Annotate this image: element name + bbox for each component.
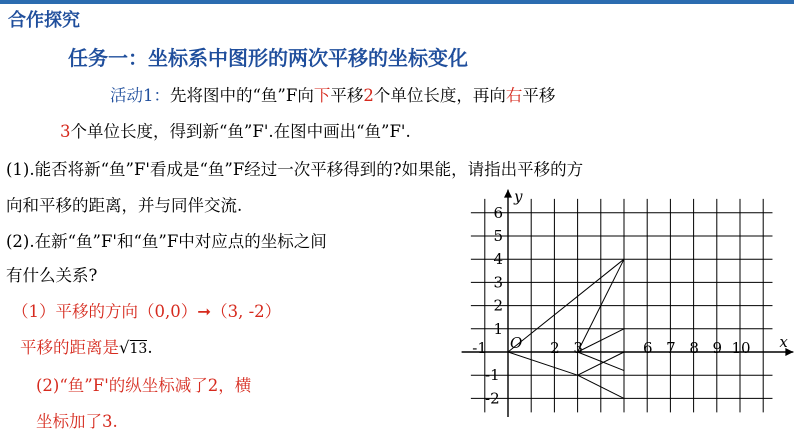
answer-3-line2: 坐标加了3. bbox=[36, 412, 118, 431]
x-tick-label: 7 bbox=[666, 339, 676, 357]
activity-down: 下 bbox=[313, 86, 331, 105]
y-tick-label: 2 bbox=[493, 296, 504, 315]
y-tick-label: 3 bbox=[493, 273, 504, 292]
x-tick-label: 6 bbox=[642, 339, 653, 357]
y-tick-label: 5 bbox=[493, 227, 504, 245]
activity-text-2: 平移 bbox=[330, 86, 364, 105]
x-tick-label: 10 bbox=[731, 339, 751, 357]
x-axis-label: x bbox=[779, 333, 788, 351]
activity-two: 2 bbox=[363, 86, 374, 105]
x-tick-label: 8 bbox=[689, 339, 699, 357]
answer-1-suffix: （3, -2） bbox=[211, 302, 282, 321]
question2-line1: (2).在新“鱼”F'和“鱼”F中对应点的坐标之间 bbox=[6, 232, 327, 251]
fish-segment bbox=[508, 352, 578, 375]
activity-line-2 bbox=[60, 118, 411, 142]
y-axis-label: y bbox=[514, 187, 523, 206]
answer-1-prefix: （1）平移的方向（0,0） bbox=[12, 302, 198, 321]
y-tick-label: -1 bbox=[485, 366, 500, 385]
tick-labels bbox=[472, 188, 788, 408]
top-accent-bar bbox=[0, 0, 794, 4]
question2-line2: 有什么关系? bbox=[6, 266, 98, 285]
activity-text-4: 平移 bbox=[522, 86, 556, 105]
answer-1 bbox=[12, 298, 281, 322]
activity-line-1 bbox=[110, 82, 555, 106]
sqrt-radicand: 13 bbox=[129, 341, 148, 357]
coordinate-grid-chart bbox=[466, 184, 788, 408]
section-title: 合作探究 bbox=[8, 10, 80, 31]
answer-2 bbox=[20, 334, 153, 358]
answer-2-prefix: 平移的距离是 bbox=[20, 338, 119, 357]
activity-text-3: 个单位长度，再向 bbox=[373, 86, 506, 105]
task-title: 任务一：坐标系中图形的两次平移的坐标变化 bbox=[68, 46, 468, 70]
x-tick-label: 2 bbox=[550, 339, 560, 357]
x-tick-label: 3 bbox=[573, 339, 583, 357]
y-tick-label: 4 bbox=[493, 250, 504, 269]
activity-text-5: 个单位长度，得到新“鱼”F'.在图中画出“鱼”F'. bbox=[70, 122, 411, 141]
answer-3-line1: (2)“鱼”F'的纵坐标减了2，横 bbox=[36, 376, 252, 395]
axes bbox=[462, 187, 794, 417]
activity-three: 3 bbox=[60, 122, 71, 141]
question1-line1: (1).能否将新“鱼”F'看成是“鱼”F经过一次平移得到的?如果能，请指出平移的方 bbox=[6, 160, 584, 179]
x-tick-label: 9 bbox=[712, 339, 723, 357]
arrow-right-icon: ➞ bbox=[197, 302, 212, 321]
activity-text-1: 先将图中的“鱼”F向 bbox=[170, 86, 314, 105]
x-tick-label: -1 bbox=[472, 339, 487, 357]
activity-right: 右 bbox=[505, 86, 523, 105]
question1-line2: 向和平移的距离，并与同伴交流. bbox=[6, 196, 243, 215]
y-tick-label: 1 bbox=[493, 319, 504, 338]
origin-label: O bbox=[510, 334, 523, 352]
y-tick-label: 6 bbox=[493, 203, 504, 222]
activity-label: 活动1： bbox=[110, 86, 170, 105]
y-tick-label: -2 bbox=[485, 389, 500, 408]
y-axis-arrow bbox=[504, 190, 512, 198]
grid-lines bbox=[471, 199, 773, 412]
answer-2-suffix: . bbox=[147, 338, 153, 357]
sqrt-sign: √ bbox=[119, 338, 130, 357]
